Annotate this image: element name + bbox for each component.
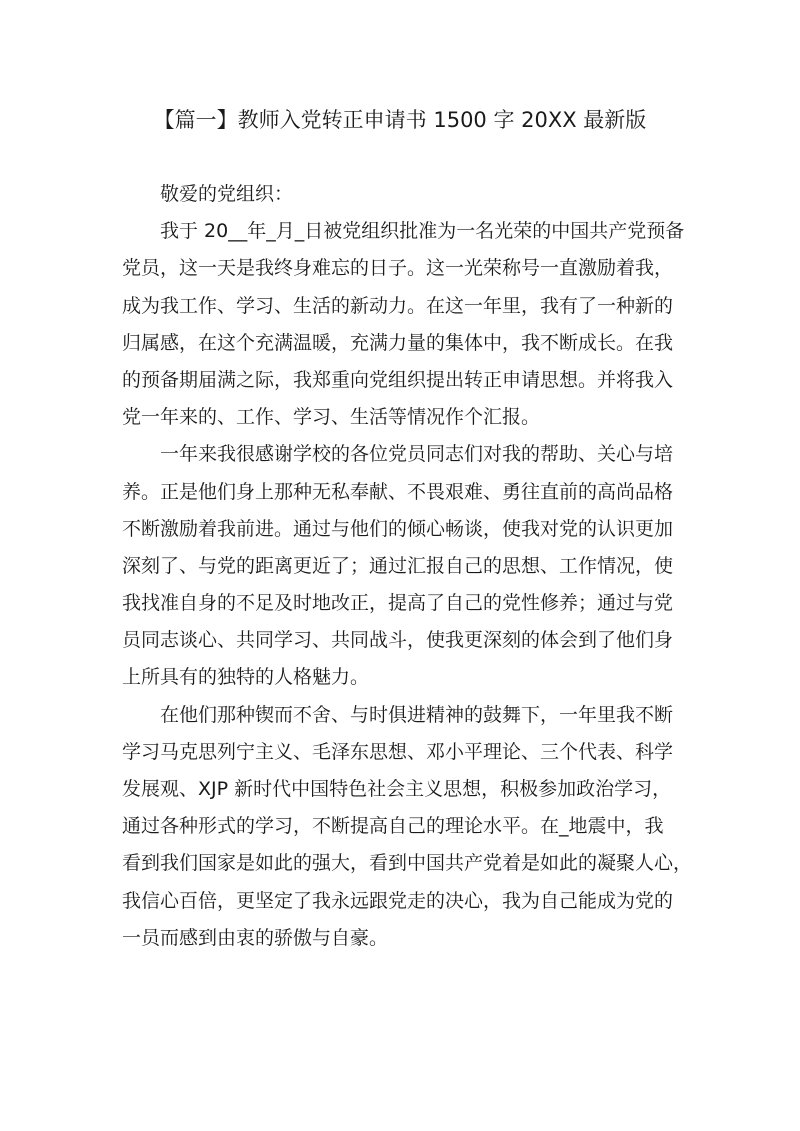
paragraph-line: 不断激励着我前进。通过与他们的倾心畅谈，使我对党的认识更加 xyxy=(122,517,674,540)
paragraph-line: 看到我们国家是如此的强大，看到中国共产党着是如此的凝聚人心， xyxy=(122,852,693,875)
paragraph-line: 党员，这一天是我终身难忘的日子。这一光荣称号一直激励着我， xyxy=(122,257,674,280)
paragraph-line: 归属感，在这个充满温暖，充满力量的集体中，我不断成长。在我 xyxy=(122,331,674,354)
paragraph-line: 我信心百倍，更坚定了我永远跟党走的决心，我为自己能成为党的 xyxy=(122,889,674,912)
paragraph-line: 深刻了、与党的距离更近了；通过汇报自己的思想、工作情况，使 xyxy=(122,554,674,577)
paragraph-line: 员同志谈心、共同学习、共同战斗，使我更深刻的体会到了他们身 xyxy=(122,629,674,652)
paragraph-line: 的预备期届满之际，我郑重向党组织提出转正申请思想。并将我入 xyxy=(122,368,674,391)
paragraph-line: 我于 20__年_月_日被党组织批准为一名光荣的中国共产党预备 xyxy=(160,220,685,243)
paragraph-line: 发展观、XJP 新时代中国特色社会主义思想，积极参加政治学习， xyxy=(122,778,672,800)
paragraph xyxy=(122,436,678,696)
paragraph-line: 党一年来的、工作、学习、生活等情况作个汇报。 xyxy=(122,406,541,429)
paragraph-line: 一年来我很感谢学校的各位党员同志们对我的帮助、关心与培 xyxy=(160,443,674,466)
paragraph xyxy=(122,213,685,436)
paragraph-line: 学习马克思列宁主义、毛泽东思想、邓小平理论、三个代表、科学 xyxy=(122,740,674,763)
salutation: 敬爱的党组织： xyxy=(160,183,294,205)
document-body xyxy=(122,176,693,957)
paragraph-line: 我找准自身的不足及时地改正，提高了自己的党性修养；通过与党 xyxy=(122,592,674,615)
paragraph-line: 成为我工作、学习、生活的新动力。在这一年里，我有了一种新的 xyxy=(122,294,674,317)
paragraph-line: 通过各种形式的学习，不断提高自己的理论水平。在_地震中，我 xyxy=(122,815,664,838)
document-title: 【篇一】教师入党转正申请书 1500 字 20XX 最新版 xyxy=(153,108,647,132)
paragraph-line: 养。正是他们身上那种无私奉献、不畏艰难、勇往直前的高尚品格 xyxy=(122,480,674,503)
paragraph-line: 一员而感到由衷的骄傲与自豪。 xyxy=(122,926,389,949)
paragraph-line: 上所具有的独特的人格魅力。 xyxy=(122,666,370,689)
paragraph xyxy=(122,697,693,957)
paragraph-line: 在他们那种锲而不舍、与时俱进精神的鼓舞下，一年里我不断 xyxy=(160,703,674,726)
